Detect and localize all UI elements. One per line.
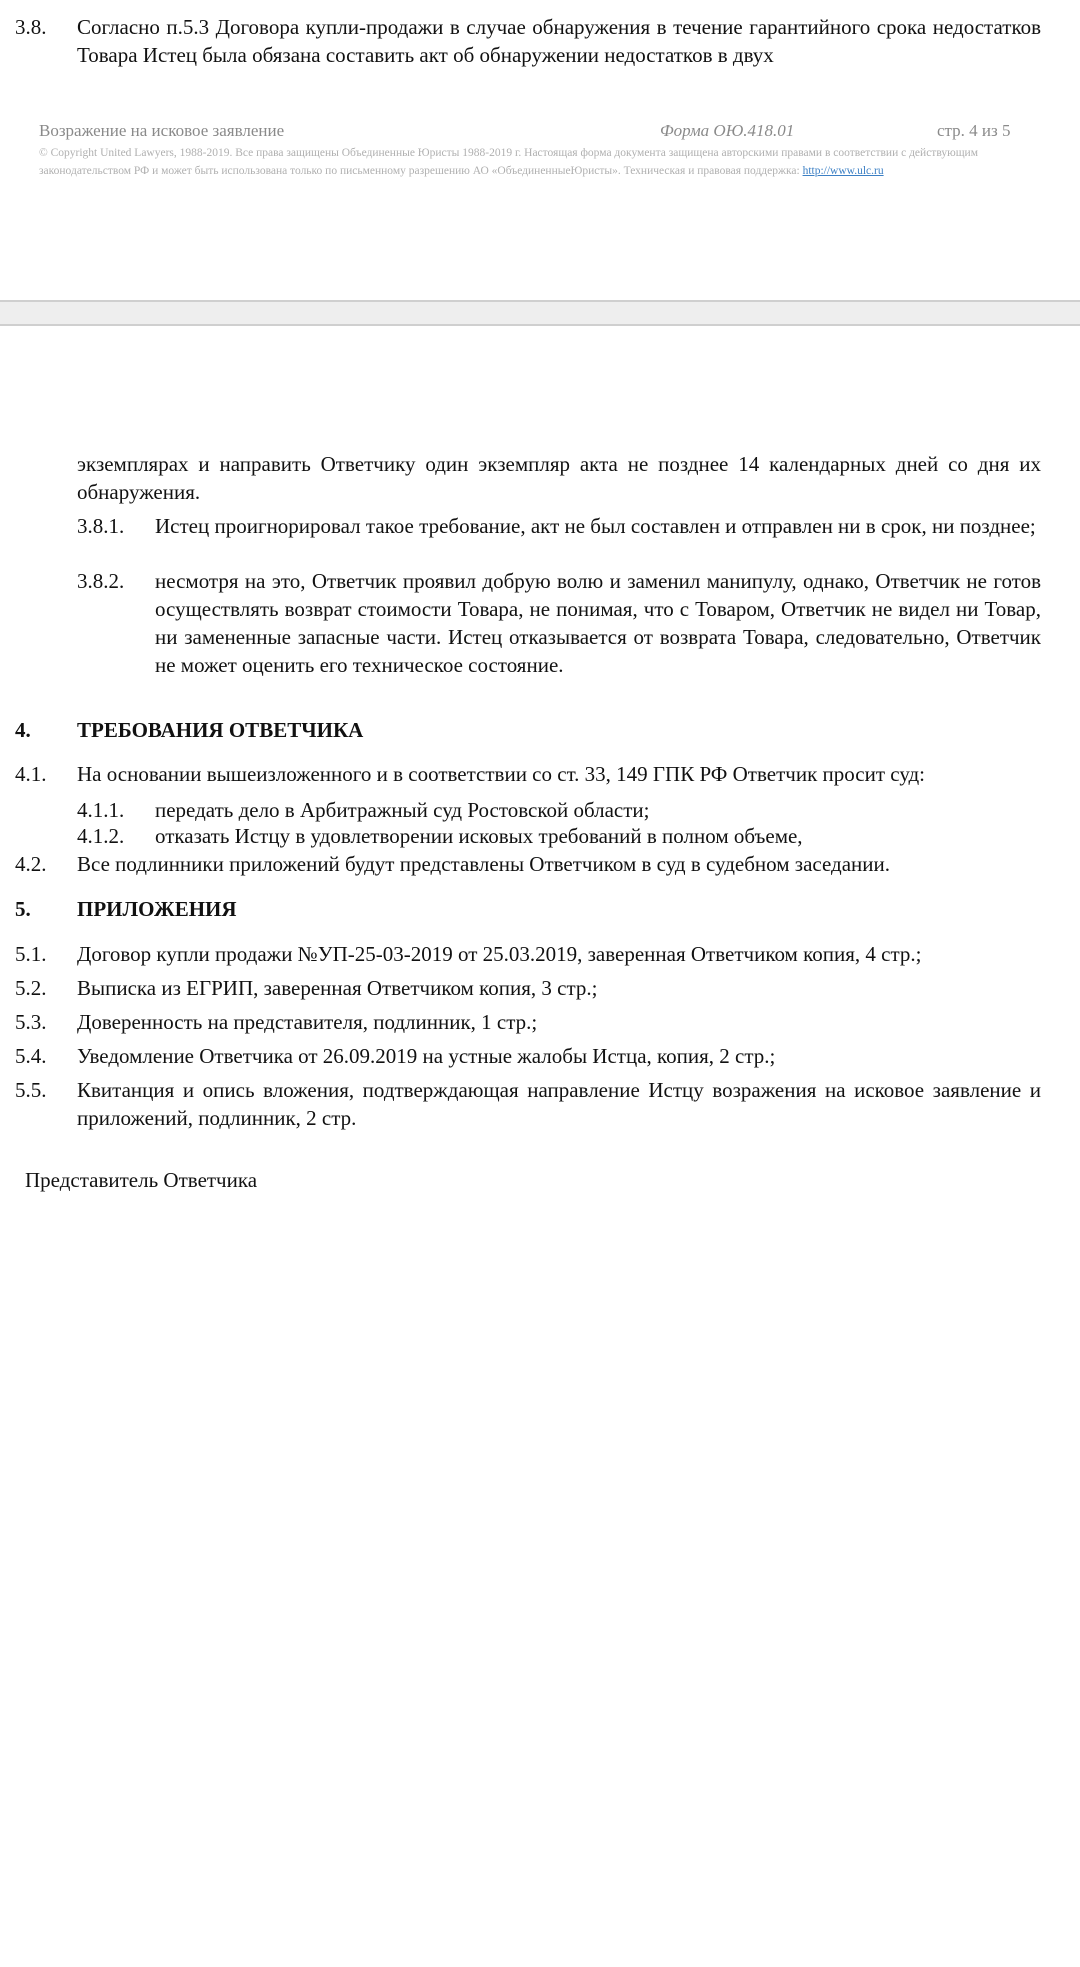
clause-3-8-2 (77, 567, 1041, 679)
signature-label: Представитель Ответчика (25, 1168, 258, 1192)
clause-text: Договор купли продажи №УП-25-03-2019 от 25.03.2019, заверенная Ответчиком копия, 4 стр.; (77, 942, 922, 966)
page-separator (0, 300, 1080, 326)
clause-3-8 (15, 13, 1041, 69)
clause-5-3 (15, 1008, 1041, 1036)
section-4-heading (15, 716, 1041, 744)
clause-text: экземплярах и направить Ответчику один экземпляр акта не позднее 14 календарных дней со дня их обнаружения. (77, 452, 1041, 504)
clause-number: 4.2. (15, 852, 47, 876)
clause-text: Все подлинники приложений будут представлены Ответчиком в суд в судебном заседании. (77, 852, 890, 876)
clause-5-4 (15, 1042, 1041, 1070)
clause-4-2 (15, 850, 1041, 878)
clause-text: несмотря на это, Ответчик проявил добрую волю и заменил манипулу, однако, Ответчик не готов осуществлять возврат стоимости Товара, не понимая, что с Товаром, Ответчик не видел ни Товар, ни замененные запасные части. Истец отказывается от возврата Товара, следовательно, Ответчик не может оценить его техническое состояние. (155, 569, 1041, 677)
clause-text: передать дело в Арбитражный суд Ростовской области; (155, 798, 650, 822)
clause-text: Квитанция и опись вложения, подтверждающая направление Истцу возражения на исковое заявление и приложений, подлинник, 2 стр. (77, 1078, 1041, 1130)
clause-number: 4.1.2. (77, 824, 125, 848)
section-title: ТРЕБОВАНИЯ ОТВЕТЧИКА (77, 718, 364, 742)
clause-number: 3.8. (15, 15, 47, 39)
section-number: 4. (15, 718, 31, 742)
clause-number: 3.8.2. (77, 569, 125, 593)
clause-4-1 (15, 760, 1041, 788)
clause-number: 5.1. (15, 942, 47, 966)
clause-text: Согласно п.5.3 Договора купли-продажи в случае обнаружения в течение гарантийного срока недостатков Товара Истец была обязана составить акт об обнаружении недостатков в двух (77, 15, 1041, 67)
clause-text: отказать Истцу в удовлетворении исковых требований в полном объеме, (155, 824, 803, 848)
footer-copyright (39, 144, 1029, 180)
clause-4-1-2 (77, 822, 1041, 850)
clause-4-1-1 (77, 796, 1041, 824)
clause-number: 3.8.1. (77, 514, 125, 538)
clause-text: Истец проигнорировал такое требование, акт не был составлен и отправлен ни в срок, ни позднее; (155, 514, 1036, 538)
clause-5-5 (15, 1076, 1041, 1132)
footer-page-number: стр. 4 из 5 (937, 121, 1011, 140)
clause-5-1 (15, 940, 1041, 968)
clause-text: На основании вышеизложенного и в соответствии со ст. 33, 149 ГПК РФ Ответчик просит суд: (77, 762, 926, 786)
clause-number: 5.5. (15, 1078, 47, 1102)
clause-3-8-1 (77, 512, 1041, 540)
clause-text: Уведомление Ответчика от 26.09.2019 на устные жалобы Истца, копия, 2 стр.; (77, 1044, 776, 1068)
copyright-text: © Copyright United Lawyers, 1988-2019. Все права защищены Объединенные Юристы 1988-2019 г. Настоящая форма документа защищена авторскими правами в соответствии с действующим законодательством РФ и может быть использована только по письменному разрешению АО «ОбъединенныеЮристы». Техническая и правовая поддержка: (39, 147, 978, 177)
footer-document-title: Возражение на исковое заявление (39, 121, 285, 140)
clause-text: Доверенность на представителя, подлинник, 1 стр.; (77, 1010, 538, 1034)
footer-form-number: Форма ОЮ.418.01 (660, 121, 795, 140)
clause-5-2 (15, 974, 1041, 1002)
clause-number: 4.1.1. (77, 798, 125, 822)
clause-number: 4.1. (15, 762, 47, 786)
clause-number: 5.3. (15, 1010, 47, 1034)
section-title: ПРИЛОЖЕНИЯ (77, 897, 237, 921)
section-5-heading (15, 895, 1041, 923)
clause-text: Выписка из ЕГРИП, заверенная Ответчиком копия, 3 стр.; (77, 976, 598, 1000)
clause-number: 5.2. (15, 976, 47, 1000)
section-number: 5. (15, 897, 31, 921)
support-link[interactable]: http://www.ulc.ru (802, 165, 884, 177)
clause-number: 5.4. (15, 1044, 47, 1068)
clause-3-8-continuation (77, 450, 1041, 506)
